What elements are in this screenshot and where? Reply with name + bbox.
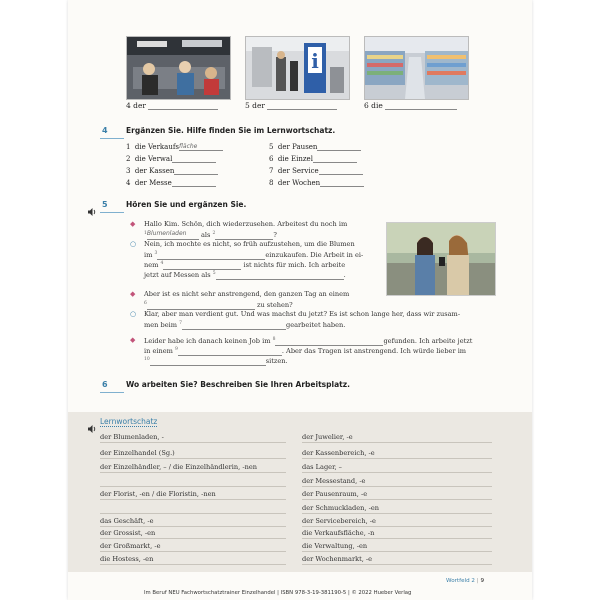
caption-4: 4 der [126,101,218,110]
vocab-write-line[interactable] [302,442,492,443]
ex4-blank-5[interactable] [317,150,361,151]
dialog-line-9: Klar, aber man verdient gut. Und was machst du jetzt? Es ist schon lange her, dass wir zusam- [144,310,461,318]
vocab-write-line[interactable] [100,472,286,473]
dialog-line-1: Hallo Kim. Schön, dich wiederzusehen. Arbeitest du noch im [144,220,348,228]
ex4-item-4: 4 der Messe [126,179,216,187]
exercise-underline [100,138,124,139]
bullet-speaker-b: ○ [130,240,137,248]
ex5-blank-7[interactable] [182,329,286,330]
workbook-page [68,0,532,600]
ex5-blank-10[interactable] [150,365,266,366]
dialog-line-10: men beim $^7$ gearbeitet haben. [144,321,346,330]
dialog-line-6: jetzt auf Messen als $^5$ . [144,271,346,280]
bullet-speaker-a: ◆ [130,220,136,228]
ex4-blank-4[interactable] [172,186,216,187]
photo-market-stall [126,36,231,100]
caption-6: 6 die [364,101,457,110]
vocab-right-4: der Messestand, -e [302,477,366,485]
ex4-item-5: 5 der Pausen [269,143,361,151]
vocab-left-10: die Hostess, -en [100,555,154,563]
dialog-line-11: Leider habe ich danach keinen Job im $^8$ gefunden. Ich arbeite jetzt [144,337,473,346]
ex4-blank-8[interactable] [320,186,364,187]
exercise-underline [100,392,124,393]
vocab-write-line[interactable] [100,526,286,527]
dialog-line-3: Nein, ich mochte es nicht, so früh aufzustehen, um die Blumen [144,240,355,248]
dialog-line-2: $^1$Blumenladen als $^2$ ? [144,230,277,240]
dialog-line-13: $^{10}$ sitzen. [144,357,288,366]
ex4-item-7: 7 der Service [269,167,363,175]
vocab-write-line[interactable] [302,564,492,565]
exercise-5-title: Hören Sie und ergänzen Sie. [126,200,247,209]
vocab-write-line[interactable] [302,499,492,500]
vocab-write-line[interactable] [100,486,286,487]
vocabulary-box [68,412,532,572]
vocab-right-1: der Juwelier, -e [302,433,353,441]
dialog-line-12: in einem $^9$ . Aber das Tragen ist anstrengend. Ich würde lieber im [144,347,467,356]
ex5-answer-1[interactable]: Blumenladen [147,229,199,240]
ex4-blank-7[interactable] [319,174,363,175]
vocab-write-line[interactable] [100,442,286,443]
bullet-speaker-a: ◆ [130,290,136,298]
vocab-left-7: das Geschäft, -e [100,517,154,525]
vocab-right-9: die Verwaltung, -en [302,542,368,550]
exercise-4-title: Ergänzen Sie. Hilfe finden Sie im Lernwortschatz. [126,126,336,135]
bullet-speaker-a: ◆ [130,336,136,344]
vocab-left-5: der Florist, -en / die Floristin, -nen [100,490,216,498]
exercise-6-title: Wo arbeiten Sie? Beschreiben Sie Ihren Arbeitsplatz. [126,380,350,389]
vocab-write-line[interactable] [100,458,286,459]
vocab-left-8: der Grossist, -en [100,529,156,537]
vocab-right-3: das Lager, – [302,463,342,471]
vocab-right-10: der Wochenmarkt, -e [302,555,373,563]
photo-info-point [245,36,350,100]
vocab-left-2: der Einzelhandel (Sg.) [100,449,175,457]
ex4-item-3: 3 der Kassen [126,167,218,175]
vocab-write-line[interactable] [302,486,492,487]
footer-section: Wortfeld 2 | 9 [446,578,484,584]
exercise-underline [100,212,124,213]
dialog-line-8: $^6$ zu stehen? [144,301,293,310]
vocab-write-line[interactable] [302,513,492,514]
vocab-right-2: der Kassenbereich, -e [302,449,375,457]
vocab-left-9: der Großmarkt, -e [100,542,161,550]
ex4-blank-3[interactable] [174,174,218,175]
vocab-left-1: der Blumenladen, - [100,433,164,441]
ex4-item-1: 1 die Verkaufsfläche [126,143,223,151]
vocab-write-line[interactable] [302,458,492,459]
vocab-right-7: der Servicebereich, -e [302,517,376,525]
dialog-line-7: Aber ist es nicht sehr anstrengend, den ganzen Tag an einem [144,290,350,298]
speaker-icon[interactable] [88,201,97,220]
vocab-right-6: der Schmuckladen, -en [302,504,379,512]
vocab-write-line[interactable] [100,513,286,514]
vocabulary-title: Lernwortschatz [100,417,158,426]
photo-two-women [386,222,496,296]
photo-supermarket [364,36,469,100]
exercise-number-4: 4 [102,126,108,135]
footer-imprint: Im Beruf NEU Fachwortschatztrainer Einzelhandel | ISBN 978-3-19-381190-5 | © 2022 Hueber Verlag [144,590,412,596]
ex4-blank-6[interactable] [313,162,357,163]
ex5-blank-5[interactable] [216,279,344,280]
page-number: 9 [480,578,484,584]
ex4-item-2: 2 die Verwal [126,155,216,163]
dialog-line-4: im $^3$ einzukaufen. Die Arbeit in ei- [144,251,364,260]
ex4-answer-1[interactable]: fläche [179,143,223,151]
vocab-write-line[interactable] [302,472,492,473]
vocab-write-line[interactable] [100,499,286,500]
vocab-write-line[interactable] [302,551,492,552]
vocab-right-5: der Pausenraum, -e [302,490,368,498]
vocab-write-line[interactable] [100,538,286,539]
vocab-right-8: die Verkaufsfläche, -n [302,529,375,537]
bullet-speaker-b: ○ [130,310,137,318]
dialog-line-5: nem $^4$ ist nichts für mich. Ich arbeite [144,261,346,270]
svg-text:i: i [311,49,319,73]
exercise-number-6: 6 [102,380,108,389]
caption-5: 5 der [245,101,337,110]
speaker-icon[interactable] [88,418,97,437]
ex4-item-8: 8 der Wochen [269,179,364,187]
ex4-item-6: 6 die Einzel [269,155,357,163]
vocab-left-3: der Einzelhändler, – / die Einzelhändlerin, -nen [100,463,257,471]
exercise-number-5: 5 [102,200,108,209]
vocab-write-line[interactable] [302,538,492,539]
vocab-write-line[interactable] [302,526,492,527]
ex4-blank-2[interactable] [172,162,216,163]
vocab-write-line[interactable] [100,551,286,552]
vocab-write-line[interactable] [100,564,286,565]
